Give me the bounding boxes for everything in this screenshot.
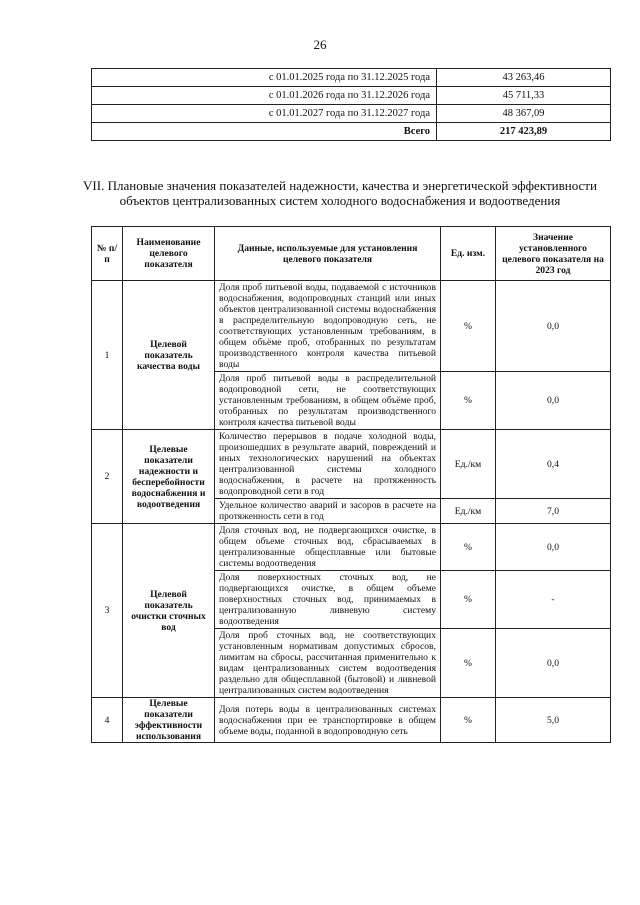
indicator-name: Целевые показатели надежности и бесперебойности водоснабжения и водоотведения bbox=[123, 430, 215, 524]
indicator-value: 0,0 bbox=[496, 372, 611, 430]
indicator-unit: % bbox=[441, 372, 496, 430]
indicator-value: 0,0 bbox=[496, 629, 611, 698]
indicator-name: Целевые показатели эффективности использования bbox=[123, 698, 215, 743]
indicator-name: Целевой показатель очистки сточных вод bbox=[123, 524, 215, 698]
indicator-description: Количество перерывов в подаче холодной воды, произошедших в результате аварий, повреждений и иных технологических нарушений на объектах централизованной системы холодного водоснабжения, в расчете на протяженность водопроводной сети в год bbox=[215, 430, 441, 499]
indicator-unit: % bbox=[441, 629, 496, 698]
indicator-unit: % bbox=[441, 698, 496, 743]
indicator-description: Удельное количество аварий и засоров в расчете на протяженность сети в год bbox=[215, 499, 441, 524]
table-row bbox=[92, 524, 611, 571]
indicator-value: 5,0 bbox=[496, 698, 611, 743]
indicator-description: Доля поверхностных сточных вод, не подвергающихся очистке, в общем объеме поверхностных сточных вод, принимаемых в централизованную ливневую систему водоотведения bbox=[215, 571, 441, 629]
row-number: 3 bbox=[92, 524, 123, 698]
period-value: 48 367,09 bbox=[437, 105, 611, 123]
indicator-value: - bbox=[496, 571, 611, 629]
indicator-description: Доля проб сточных вод, не соответствующих установленным нормативам допустимых сбросов, лимитам на сбросы, рассчитанная применительно к видам централизованных систем водоотведения раздельно для общесплавной (бытовой) и ливневой централизованных систем водоотведения bbox=[215, 629, 441, 698]
indicator-description: Доля проб питьевой воды в распределительной водопроводной сети, не соответствующих установленным требованиям, в общем объёме проб, отобранных по результатам производственного контроля качества питьевой воды bbox=[215, 372, 441, 430]
row-number: 1 bbox=[92, 281, 123, 430]
indicator-value: 0,0 bbox=[496, 281, 611, 372]
period-label: с 01.01.2026 года по 31.12.2026 года bbox=[92, 87, 437, 105]
header-value: Значение установленного целевого показателя на 2023 год bbox=[496, 227, 611, 281]
indicator-unit: Ед./км bbox=[441, 430, 496, 499]
table-row bbox=[92, 698, 611, 743]
total-label: Всего bbox=[92, 123, 437, 141]
header-row bbox=[92, 227, 611, 281]
header-unit: Ед. изм. bbox=[441, 227, 496, 281]
period-table bbox=[91, 68, 611, 141]
indicator-value: 7,0 bbox=[496, 499, 611, 524]
indicator-description: Доля потерь воды в централизованных системах водоснабжения при ее транспортировке в общем объеме воды, поданной в водопроводную сеть bbox=[215, 698, 441, 743]
table-row bbox=[92, 69, 611, 87]
indicator-description: Доля сточных вод, не подвергающихся очистке, в общем объеме сточных вод, сбрасываемых в централизованные общесплавные или бытовые системы водоотведения bbox=[215, 524, 441, 571]
indicators-table bbox=[91, 226, 611, 743]
table-row bbox=[92, 281, 611, 372]
indicator-unit: % bbox=[441, 281, 496, 372]
indicator-name: Целевой показатель качества воды bbox=[123, 281, 215, 430]
page-number: 26 bbox=[313, 37, 327, 52]
table-row bbox=[92, 430, 611, 499]
row-number: 4 bbox=[92, 698, 123, 743]
section-title: VII. Плановые значения показателей надежности, качества и энергетической эффективности объектов централизованных систем холодного водоснабжения и водоотведения bbox=[83, 178, 597, 208]
header-data: Данные, используемые для установления целевого показателя bbox=[215, 227, 441, 281]
indicator-unit: % bbox=[441, 524, 496, 571]
total-row bbox=[92, 123, 611, 141]
indicator-unit: Ед./км bbox=[441, 499, 496, 524]
period-label: с 01.01.2027 года по 31.12.2027 года bbox=[92, 105, 437, 123]
header-name: Наименование целевого показателя bbox=[123, 227, 215, 281]
total-value: 217 423,89 bbox=[437, 123, 611, 141]
indicator-value: 0,4 bbox=[496, 430, 611, 499]
indicator-description: Доля проб питьевой воды, подаваемой с источников водоснабжения, водопроводных станций или иных объектов централизованной системы водоснабжения в распределительную водопроводную сеть, не соответствующих установленным требованиям, в общем объёме проб, отобранных по результатам производственного контроля качества питьевой воды bbox=[215, 281, 441, 372]
table-row bbox=[92, 87, 611, 105]
indicator-value: 0,0 bbox=[496, 524, 611, 571]
period-value: 45 711,33 bbox=[437, 87, 611, 105]
table-row bbox=[92, 105, 611, 123]
period-label: с 01.01.2025 года по 31.12.2025 года bbox=[92, 69, 437, 87]
row-number: 2 bbox=[92, 430, 123, 524]
indicator-unit: % bbox=[441, 571, 496, 629]
period-value: 43 263,46 bbox=[437, 69, 611, 87]
header-num: № п/п bbox=[92, 227, 123, 281]
